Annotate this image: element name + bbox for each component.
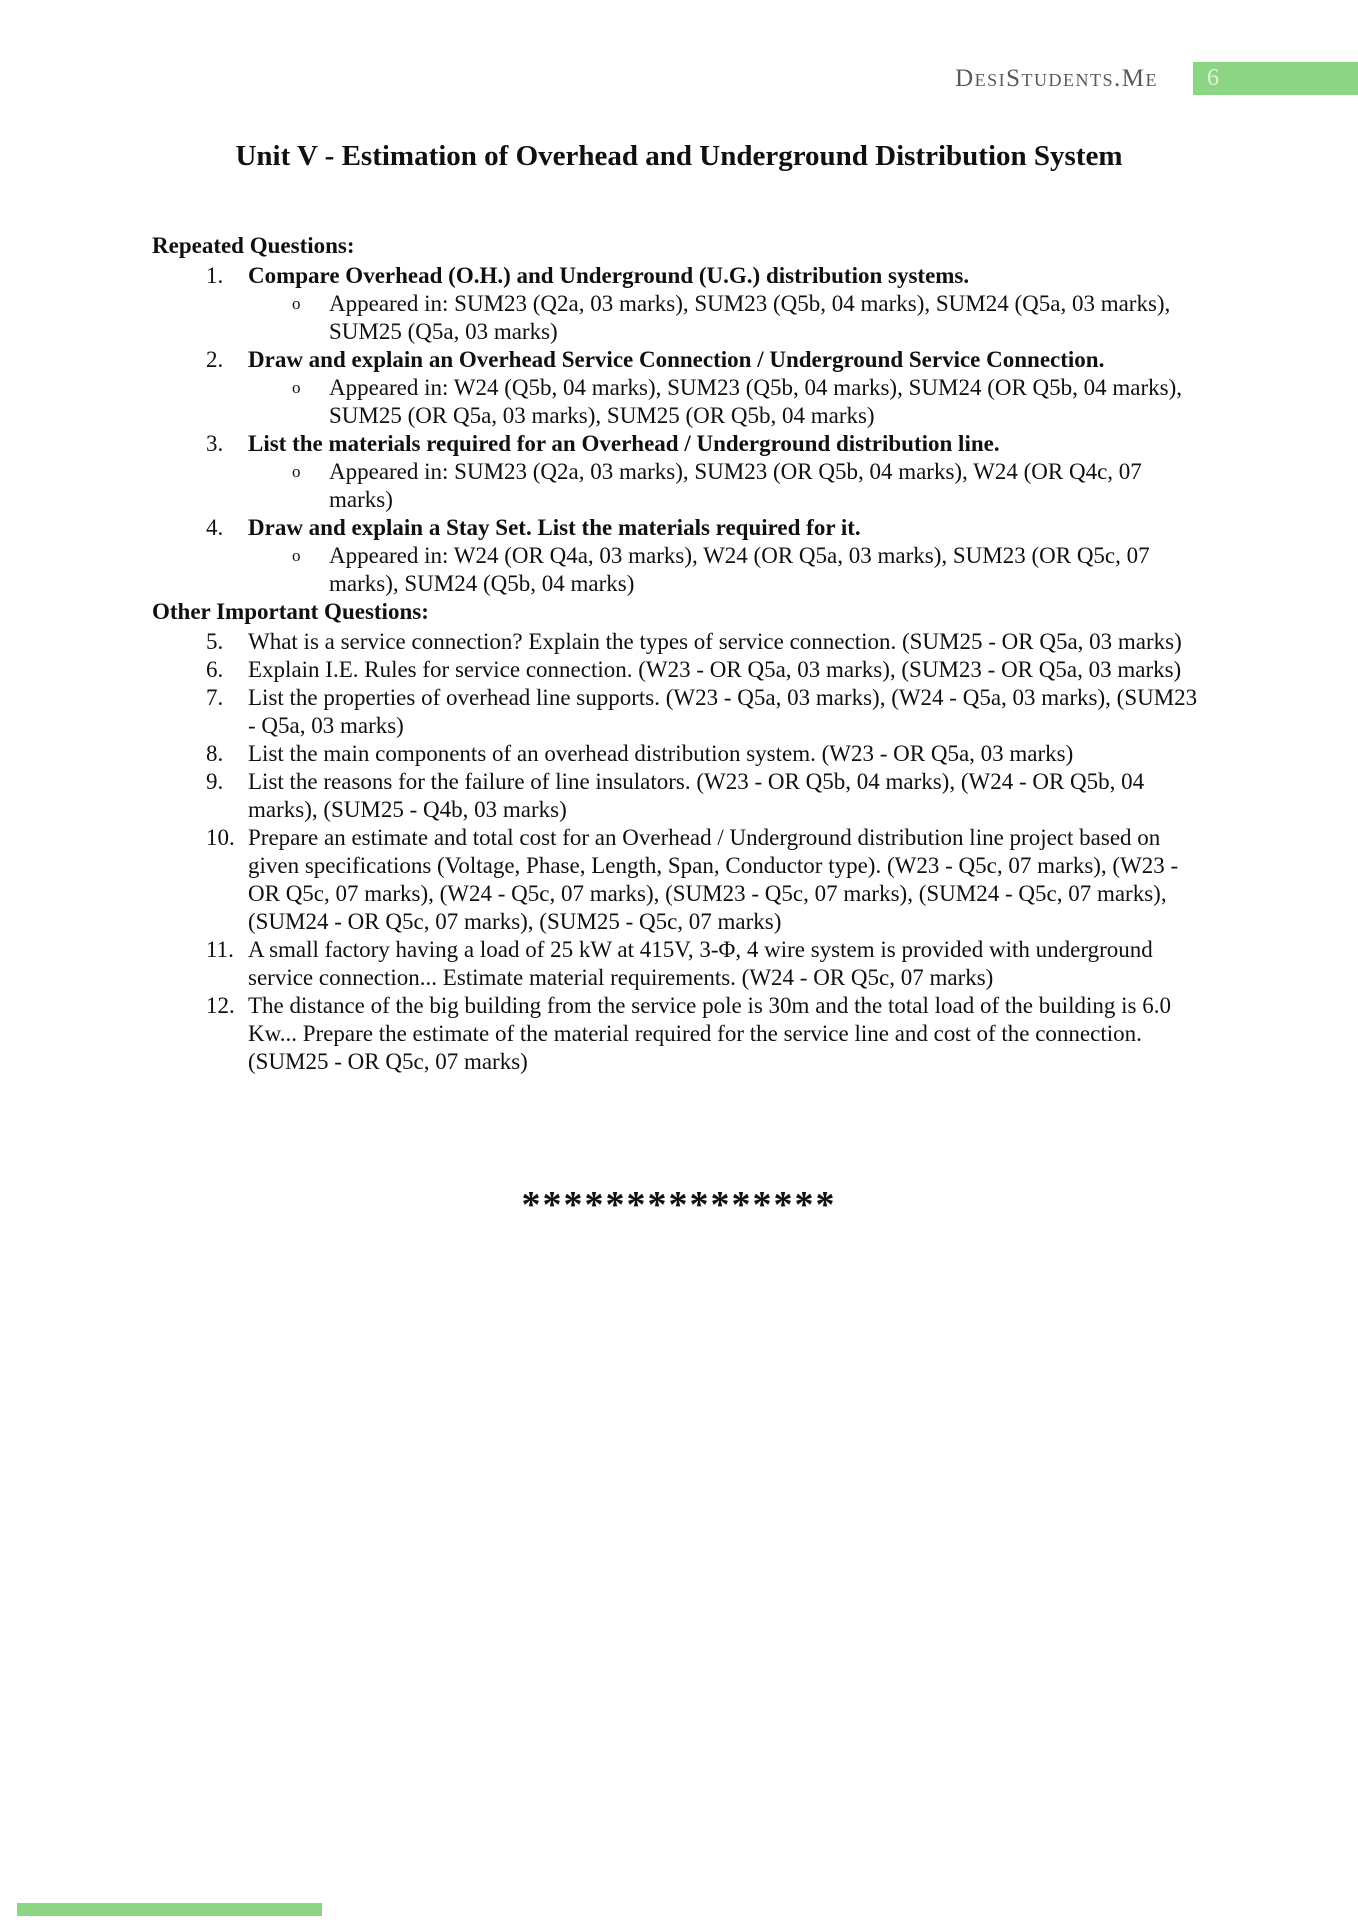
asterisk-separator: *************** <box>521 1184 837 1226</box>
document-body <box>152 138 1206 1226</box>
circle-bullet-icon: o <box>292 462 301 481</box>
appeared-in-row <box>248 542 1206 598</box>
page-number-badge <box>1193 62 1358 95</box>
question-number: 4. <box>206 515 224 540</box>
question-number: 10. <box>206 825 235 850</box>
repeated-questions-list <box>152 262 1206 598</box>
question-text: The distance of the big building from the service pole is 30m and the total load of the building is 6.0 Kw... Prepare the estimate of the material required for the service line and cost of the connection. (SUM25 - OR Q5c, 07 marks) <box>248 993 1171 1074</box>
question-item <box>152 936 1206 992</box>
appeared-in-text: Appeared in: W24 (OR Q4a, 03 marks), W24 (OR Q5a, 03 marks), SUM23 (OR Q5c, 07 marks), SUM24 (Q5b, 04 marks) <box>329 543 1150 596</box>
question-text: Explain I.E. Rules for service connection. (W23 - OR Q5a, 03 marks), (SUM23 - OR Q5a, 03 marks) <box>248 657 1182 682</box>
question-text: Compare Overhead (O.H.) and Underground (U.G.) distribution systems. <box>248 263 970 288</box>
question-text: Prepare an estimate and total cost for an Overhead / Underground distribution line project based on given specifications (Voltage, Phase, Length, Span, Conductor type). (W23 - Q5c, 07 marks), (W23 - OR Q5c, 07 marks), (W24 - Q5c, 07 marks), (SUM23 - Q5c, 07 marks), (SUM24 - Q5c, 07 marks), (SUM24 - OR Q5c, 07 marks), (SUM25 - Q5c, 07 marks) <box>248 825 1179 934</box>
question-body <box>248 514 1206 598</box>
question-text: What is a service connection? Explain the types of service connection. (SUM25 - OR Q5a, 03 marks) <box>248 629 1182 654</box>
question-item <box>152 768 1206 824</box>
question-body <box>248 430 1206 514</box>
footer-accent-bar <box>17 1903 322 1916</box>
question-text: List the properties of overhead line supports. (W23 - Q5a, 03 marks), (W24 - Q5a, 03 marks), (SUM23 - Q5a, 03 marks) <box>248 685 1198 738</box>
question-item <box>152 430 1206 514</box>
question-item <box>152 684 1206 740</box>
question-text: List the main components of an overhead distribution system. (W23 - OR Q5a, 03 marks) <box>248 741 1074 766</box>
appeared-in-text: Appeared in: W24 (Q5b, 04 marks), SUM23 (Q5b, 04 marks), SUM24 (OR Q5b, 04 marks), SUM25 (OR Q5a, 03 marks), SUM25 (OR Q5b, 04 marks) <box>329 375 1183 428</box>
question-number: 11. <box>206 937 234 962</box>
question-text: List the materials required for an Overhead / Underground distribution line. <box>248 431 1000 456</box>
question-number: 1. <box>206 263 224 288</box>
circle-bullet-icon: o <box>292 294 301 313</box>
question-number: 8. <box>206 741 224 766</box>
question-body <box>248 262 1206 346</box>
page-number: 6 <box>1207 65 1219 91</box>
question-item <box>152 514 1206 598</box>
question-item <box>152 992 1206 1076</box>
question-item <box>152 628 1206 656</box>
appeared-in-text: Appeared in: SUM23 (Q2a, 03 marks), SUM23 (OR Q5b, 04 marks), W24 (OR Q4c, 07 marks) <box>329 459 1142 512</box>
site-name: DesiStudents.Me <box>955 65 1158 92</box>
question-number: 5. <box>206 629 224 654</box>
question-number: 2. <box>206 347 224 372</box>
question-text: Draw and explain an Overhead Service Connection / Underground Service Connection. <box>248 347 1105 372</box>
appeared-in-row <box>248 458 1206 514</box>
question-item <box>152 740 1206 768</box>
page-title: Unit V - Estimation of Overhead and Underground Distribution System <box>235 140 1123 172</box>
appeared-in-row <box>248 374 1206 430</box>
circle-bullet-icon: o <box>292 546 301 565</box>
question-number: 9. <box>206 769 224 794</box>
question-item <box>152 824 1206 936</box>
question-number: 6. <box>206 657 224 682</box>
question-text: A small factory having a load of 25 kW at 415V, 3-Φ, 4 wire system is provided with underground service connection... Estimate material requirements. (W24 - OR Q5c, 07 marks) <box>248 937 1153 990</box>
question-body <box>248 346 1206 430</box>
page-header <box>0 62 1358 96</box>
question-item <box>152 262 1206 346</box>
appeared-in-row <box>248 290 1206 346</box>
question-text: Draw and explain a Stay Set. List the materials required for it. <box>248 515 861 540</box>
appeared-in-text: Appeared in: SUM23 (Q2a, 03 marks), SUM23 (Q5b, 04 marks), SUM24 (Q5a, 03 marks), SUM25 (Q5a, 03 marks) <box>329 291 1171 344</box>
question-item <box>152 656 1206 684</box>
section-heading-repeated-questions: Repeated Questions: <box>152 233 355 258</box>
section-heading-other-important-questions: Other Important Questions: <box>152 599 429 624</box>
question-item <box>152 346 1206 430</box>
question-number: 12. <box>206 993 235 1018</box>
circle-bullet-icon: o <box>292 378 301 397</box>
question-number: 3. <box>206 431 224 456</box>
question-text: List the reasons for the failure of line insulators. (W23 - OR Q5b, 04 marks), (W24 - OR Q5b, 04 marks), (SUM25 - Q4b, 03 marks) <box>248 769 1145 822</box>
question-number: 7. <box>206 685 224 710</box>
other-questions-list <box>152 628 1206 1076</box>
